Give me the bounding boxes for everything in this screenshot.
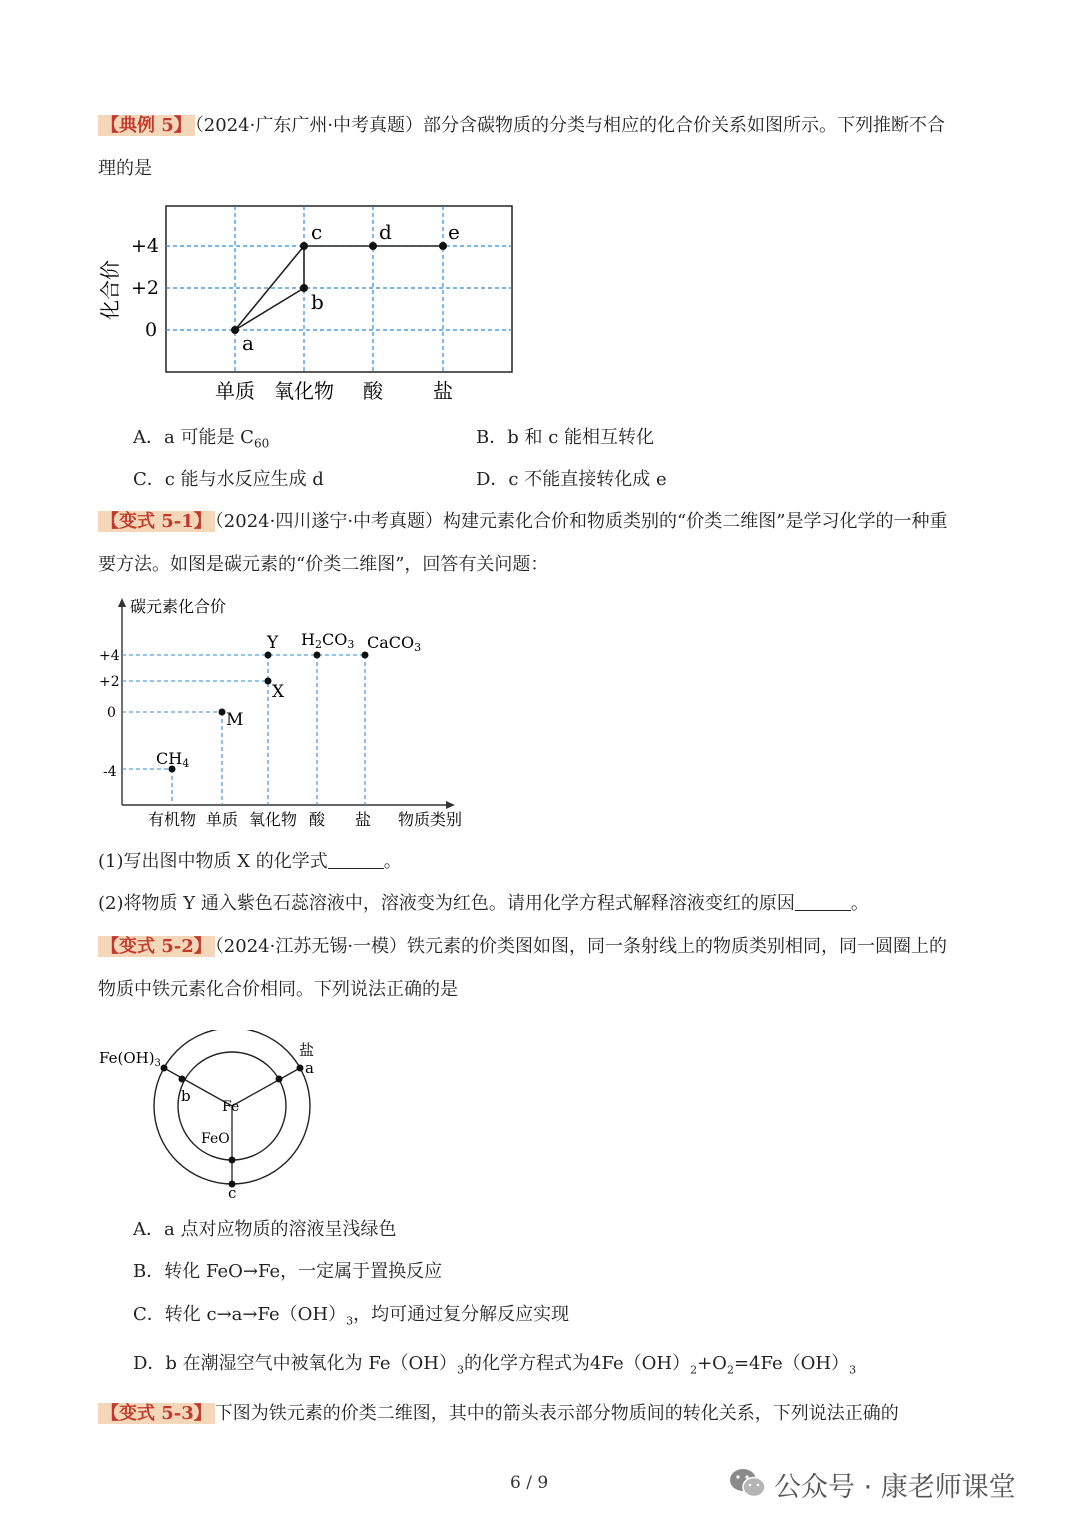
ytick-minus4: -4: [103, 764, 117, 780]
xtick-elemental: 单质: [215, 379, 255, 403]
label-b: b: [311, 290, 324, 314]
point-a: [231, 326, 239, 334]
point-feoh3: [161, 1065, 168, 1072]
xtick-salt: 盐: [354, 810, 372, 829]
point-c: [300, 242, 308, 250]
point-e: [439, 242, 447, 250]
variant52-option-a: A．a 点对应物质的溶液呈浅绿色: [133, 1219, 397, 1240]
answer-blank-1[interactable]: [328, 852, 384, 869]
label-ch4: CH4: [156, 749, 190, 770]
point-caco3: [362, 652, 369, 659]
example5-tag: 【典例 5】: [98, 115, 195, 136]
page-number: 6 / 9: [510, 1473, 549, 1493]
variant52-option-d: D．b 在潮湿空气中被氧化为 $Fe(OH)_3$的化学方程式为$4Fe(OH)_2+O_2=4Fe(OH)_3$: [133, 1353, 857, 1377]
label-b: b: [181, 1087, 191, 1105]
example5-chart: [95, 198, 525, 413]
xtick-oxide: 氧化物: [248, 810, 298, 829]
label-a: a: [305, 1059, 314, 1077]
variant53-stem-line1: 【变式 5-3】 下图为铁元素的价类二维图，其中的箭头表示部分物质间的转化关系，下列说法正确的: [98, 1403, 899, 1425]
point-feo: [229, 1157, 236, 1164]
chart-frame: [166, 206, 512, 372]
ytick-plus2: +2: [99, 674, 120, 690]
label-feoh3: $Fe(OH)_3$: [99, 1049, 161, 1069]
example5-option-c: C．c 能与水反应生成 d: [133, 469, 324, 490]
label-m: M: [226, 710, 244, 730]
xtick-elemental: 单质: [205, 810, 239, 829]
point-d: [369, 242, 377, 250]
label-caco3: CaCO3: [367, 633, 422, 654]
example5-stem-line2: 理的是: [98, 158, 152, 179]
ytick-0: 0: [107, 705, 116, 721]
point-b: [300, 284, 308, 292]
point-m: [219, 709, 226, 716]
point-salt-inner: [276, 1076, 283, 1083]
ytick-plus4: +4: [131, 235, 160, 257]
variant51-tag: 【变式 5-1】: [98, 511, 215, 532]
label-x: X: [272, 682, 285, 702]
variant51-question-2: (2)将物质 Y 通入紫色石蕊溶液中，溶液变为红色。请用化学方程式解释溶液变红的原因 。: [98, 893, 869, 914]
point-b: [179, 1076, 186, 1083]
example5-option-a: A．a 可能是 $C_{60}$: [133, 427, 270, 451]
variant51-chart: [95, 592, 475, 834]
point-h2co3: [314, 652, 321, 659]
example5-stem-line1: 【典例 5】 （2024·广东广州·中考真题）部分含碳物质的分类与相应的化合价关系如图所示。下列推断不合: [98, 115, 945, 137]
ylabel: 碳元素化合价: [130, 597, 227, 616]
label-salt: 盐: [299, 1041, 315, 1059]
xtick-organic: 有机物: [147, 810, 197, 829]
point-a: [297, 1065, 304, 1072]
chart-guides: [122, 655, 365, 805]
chart-grid: [166, 206, 512, 372]
example5-option-d: D．c 不能直接转化成 e: [476, 469, 667, 490]
label-h2co3: H2CO3: [301, 630, 355, 651]
variant52-option-b: B．转化 FeO→Fe，一定属于置换反应: [133, 1261, 443, 1282]
label-c: c: [228, 1184, 237, 1200]
label-y: Y: [267, 633, 279, 653]
variant52-option-c: C．转化 $c\to a\to Fe(OH)_3$，均可通过复分解反应实现: [133, 1304, 570, 1328]
wechat-icon: [728, 1466, 768, 1500]
variant51-stem-line2: 要方法。如图是碳元素的“价类二维图”，回答有关问题：: [98, 554, 549, 575]
ylabel: 化合价: [98, 260, 122, 320]
xtick-salt: 盐: [433, 379, 453, 403]
label-fe: Fe: [222, 1099, 240, 1115]
y-axis-arrow: [118, 598, 126, 607]
variant51-question-1: (1)写出图中物质 X 的化学式 。: [98, 851, 402, 872]
xtick-acid: 酸: [308, 810, 326, 829]
label-feo: FeO: [201, 1131, 230, 1147]
example5-option-b: B．b 和 c 能相互转化: [476, 427, 654, 448]
variant52-stem-line2: 物质中铁元素化合价相同。下列说法正确的是: [98, 979, 458, 1000]
xlabel: 物质类别: [397, 810, 463, 829]
variant53-tag: 【变式 5-3】: [98, 1403, 215, 1424]
label-a: a: [242, 331, 254, 355]
x-axis-arrow: [446, 801, 455, 809]
rays: [164, 1068, 300, 1184]
point-x: [265, 678, 272, 685]
xtick-acid: 酸: [363, 379, 383, 403]
ytick-plus4: +4: [99, 648, 120, 664]
variant52-diagram: [95, 1030, 335, 1200]
ytick-plus2: +2: [131, 277, 160, 299]
variant52-tag: 【变式 5-2】: [98, 936, 215, 957]
wechat-watermark: 公众号 · 康老师课堂: [774, 1472, 1016, 1503]
answer-blank-2[interactable]: [795, 894, 851, 911]
label-c: c: [311, 220, 323, 244]
ytick-0: 0: [145, 319, 158, 341]
label-d: d: [379, 220, 392, 244]
xtick-oxide: 氧化物: [274, 379, 334, 403]
label-e: e: [448, 220, 460, 244]
variant51-stem-line1: 【变式 5-1】 （2024·四川遂宁·中考真题）构建元素化合价和物质类别的“价类二维图”是学习化学的一种重: [98, 511, 947, 533]
variant52-stem-line1: 【变式 5-2】 （2024·江苏无锡·一模）铁元素的价类图如图，同一条射线上的物质类别相同，同一圆圈上的: [98, 936, 947, 958]
